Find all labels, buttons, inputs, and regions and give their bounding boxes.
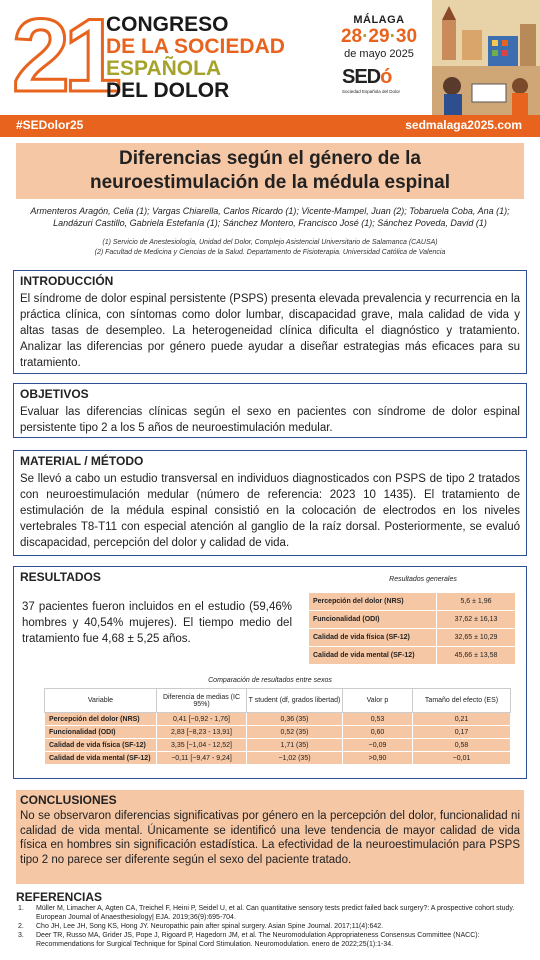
results-text: 37 pacientes fueron incluidos en el estudio (59,46% hombres y 40,54% mujeres). El tiempo medio del tratamiento fue 4,68 ± 5,25 años. — [22, 601, 292, 645]
table-row — [45, 739, 511, 752]
section-introduction — [13, 270, 527, 374]
methods-heading: MATERIAL / MÉTODO — [20, 454, 144, 468]
reference-number: 3. — [18, 932, 24, 939]
table-row — [309, 629, 516, 647]
list-item — [16, 931, 524, 949]
authors — [16, 205, 524, 229]
conclusions-heading: CONCLUSIONES — [20, 793, 117, 807]
table-cell: 0,41 [−0,92 - 1,76] — [157, 713, 247, 726]
general-value: 32,65 ± 10,29 — [437, 629, 516, 647]
table-cell: 1,71 (35) — [247, 739, 343, 752]
table-cell: −1,02 (35) — [247, 752, 343, 765]
day-3: 30 — [395, 26, 418, 47]
general-value: 37,62 ± 16,13 — [437, 611, 516, 629]
sed-logo-mark: ó — [380, 66, 392, 88]
conclusions-text: No se observaron diferencias significativas por género en la percepción del dolor, funcionalidad ni calidad de vida mental. Únicamente se identificó una leve tendencia de mayor calidad de vida física en hombres sin significación estadística. La efectividad de la neuroestimulación para PSPS tipo 2 no parece ser diferente según el sexo del paciente tratado. — [20, 810, 520, 866]
table-cell: Percepción del dolor (NRS) — [45, 713, 157, 726]
table-cell: 2,83 [−8,23 - 13,91] — [157, 726, 247, 739]
general-results-caption: Resultados generales — [389, 576, 457, 583]
comparison-table — [44, 688, 511, 765]
general-value: 45,66 ± 13,58 — [437, 647, 516, 665]
table-cell: ~0,09 — [343, 739, 413, 752]
references-list — [16, 904, 524, 949]
table-row — [45, 752, 511, 765]
authors-line-1: Armenteros Aragón, Celia (1); Vargas Chiarella, Carlos Ricardo (1); Vicente-Mampel, Juan (2); Tobaruela Coba, Ana (1); — [30, 206, 510, 216]
results-heading: RESULTADOS — [20, 570, 101, 584]
table-cell: >0,90 — [343, 752, 413, 765]
table-header-row — [45, 689, 511, 713]
table-cell: −0,11 [−9,47 - 9,24] — [157, 752, 247, 765]
references-heading: REFERENCIAS — [16, 890, 103, 904]
general-results-table — [308, 592, 516, 665]
affiliations — [16, 238, 524, 258]
reference-number: 2. — [18, 923, 24, 930]
hashtag: #SEDolor25 — [16, 118, 84, 132]
list-item — [16, 904, 524, 922]
dates-label: 28·29·30 — [340, 26, 418, 47]
objectives-text: Evaluar las diferencias clínicas según el sexo en pacientes con síndrome de dolor espinal persistente tipo 2 a los 5 años de neuroestimulación medular. — [20, 406, 520, 434]
table-cell: 0,36 (35) — [247, 713, 343, 726]
table-row — [45, 726, 511, 739]
congress-line-3: ESPAÑOLA — [106, 57, 222, 80]
authors-line-2: Landázuri Castillo, Gabriela Estefanía (1); Sánchez Montero, Francisco José (1); Sánchez Poveda, David (1) — [53, 218, 487, 228]
introduction-heading: INTRODUCCIÓN — [20, 274, 114, 288]
table-cell: 0,52 (35) — [247, 726, 343, 739]
general-value: 5,6 ± 1,96 — [437, 593, 516, 611]
day-1: 28 — [340, 26, 363, 47]
affiliation-2: (2) Facultad de Medicina y Ciencias de la Salud. Departamento de Fisioterapia. Universidad Católica de Valencia — [94, 249, 446, 256]
list-item — [16, 922, 524, 931]
reference-text: Müller M, Limacher A, Agten CA, Treichel F, Heini P, Seidel U, et al. Can quantitative sensory tests predict failed back surgery?: A prospective cohort study. European Journal of Anaesthesiology| EJA. 2019;36(9):695-704. — [36, 905, 515, 921]
table-row — [45, 713, 511, 726]
table-cell: 0,17 — [413, 726, 511, 739]
table-row — [309, 593, 516, 611]
congress-line-1: CONGRESO — [106, 13, 229, 36]
reference-text: Deer TR, Russo MA, Grider JS, Pope J, Rigoard P, Hagedorn JM, et al. The Neuromodulation Appropriateness Consensus Committee (NACC): Recommendations for Surgical Technique for Spinal Cord Stimulation. Neuromodulation. enero de 2022;25(1):1-34. — [36, 932, 480, 948]
column-header: Diferencia de medias (IC 95%) — [157, 689, 247, 713]
day-2: 29 — [368, 26, 390, 47]
table-cell: 0,21 — [413, 713, 511, 726]
table-cell: 0,58 — [413, 739, 511, 752]
table-cell: 0,60 — [343, 726, 413, 739]
congress-line-4: DEL DOLOR — [106, 79, 230, 102]
title-line-1: Diferencias según el género de la — [119, 148, 421, 169]
hashtag-bar — [0, 115, 540, 137]
sed-logo-text: SED — [342, 66, 381, 88]
sed-logo-subtitle: Sociedad Española del Dolor — [342, 89, 401, 94]
header-illustration — [432, 0, 540, 115]
general-label: Calidad de vida mental (SF-12) — [309, 647, 437, 665]
website: sedmalaga2025.com — [405, 118, 522, 132]
section-objectives — [13, 383, 527, 438]
section-conclusions — [16, 790, 524, 884]
table-row — [309, 647, 516, 665]
congress-name — [106, 14, 285, 102]
table-row — [309, 611, 516, 629]
table-cell: Calidad de vida mental (SF-12) — [45, 752, 157, 765]
poster-title — [16, 143, 524, 199]
table-cell: 0,53 — [343, 713, 413, 726]
congress-line-2: DE LA SOCIEDAD — [106, 35, 285, 58]
city-label: MÁLAGA — [353, 14, 405, 26]
table-cell: 3,35 [−1,04 - 12,52] — [157, 739, 247, 752]
general-label: Calidad de vida física (SF-12) — [309, 629, 437, 647]
section-methods — [13, 450, 527, 556]
introduction-text: El síndrome de dolor espinal persistente (PSPS) presenta elevada prevalencia y recurrencia en la práctica clínica, con síntomas como dolor lumbar, discapacidad grave, mala calidad de vida y altas tasas de desempleo. La heterogeneidad clínica dificulta el diagnóstico y tratamiento. Analizar las diferencias por género puede ayudar a diseñar estrategias más eficaces para su tratamiento. — [20, 293, 520, 369]
table-cell: Funcionalidad (ODI) — [45, 726, 157, 739]
congress-venue — [338, 14, 420, 60]
general-label: Funcionalidad (ODI) — [309, 611, 437, 629]
column-header: Tamaño del efecto (ES) — [413, 689, 511, 713]
table-cell: −0,01 — [413, 752, 511, 765]
column-header: Variable — [45, 689, 157, 713]
reference-number: 1. — [18, 905, 24, 912]
table-cell: Calidad de vida física (SF-12) — [45, 739, 157, 752]
reference-text: Cho JH, Lee JH, Song KS, Hong JY. Neuropathic pain after spinal surgery. Asian Spine Journal. 2017;11(4):642. — [36, 923, 384, 930]
affiliation-1: (1) Servicio de Anestesiología, Unidad del Dolor, Complejo Asistencial Universitario de Salamanca (CAUSA) — [102, 239, 438, 246]
section-references — [16, 890, 524, 949]
objectives-heading: OBJETIVOS — [20, 387, 89, 401]
general-label: Percepción del dolor (NRS) — [309, 593, 437, 611]
section-results — [13, 566, 527, 779]
sed-logo — [342, 66, 424, 94]
comparison-caption: Comparación de resultados entre sexos — [208, 677, 332, 684]
title-line-2: neuroestimulación de la médula espinal — [89, 172, 451, 193]
methods-text: Se llevó a cabo un estudio transversal en individuos diagnosticados con PSPS de tipo 2 tratados con neuroestimulación medular (número de referencia: 2023 10 1435). El tratamiento de estimulación de la médula espinal consistió en la colocación de electrodos en los niveles vertebrales T8-T11 con especial atención al ganglio de la raíz dorsal. Posteriormente, se evaluó discapacidad, percepción del dolor y calidad de vida. — [20, 473, 520, 549]
column-header: Valor p — [343, 689, 413, 713]
month-label: de mayo 2025 — [344, 48, 414, 60]
city-illustration-icon — [432, 0, 540, 115]
column-header: T student (df, grados libertad) — [247, 689, 343, 713]
congress-number: 21 — [12, 0, 116, 114]
poster-header — [0, 0, 540, 115]
